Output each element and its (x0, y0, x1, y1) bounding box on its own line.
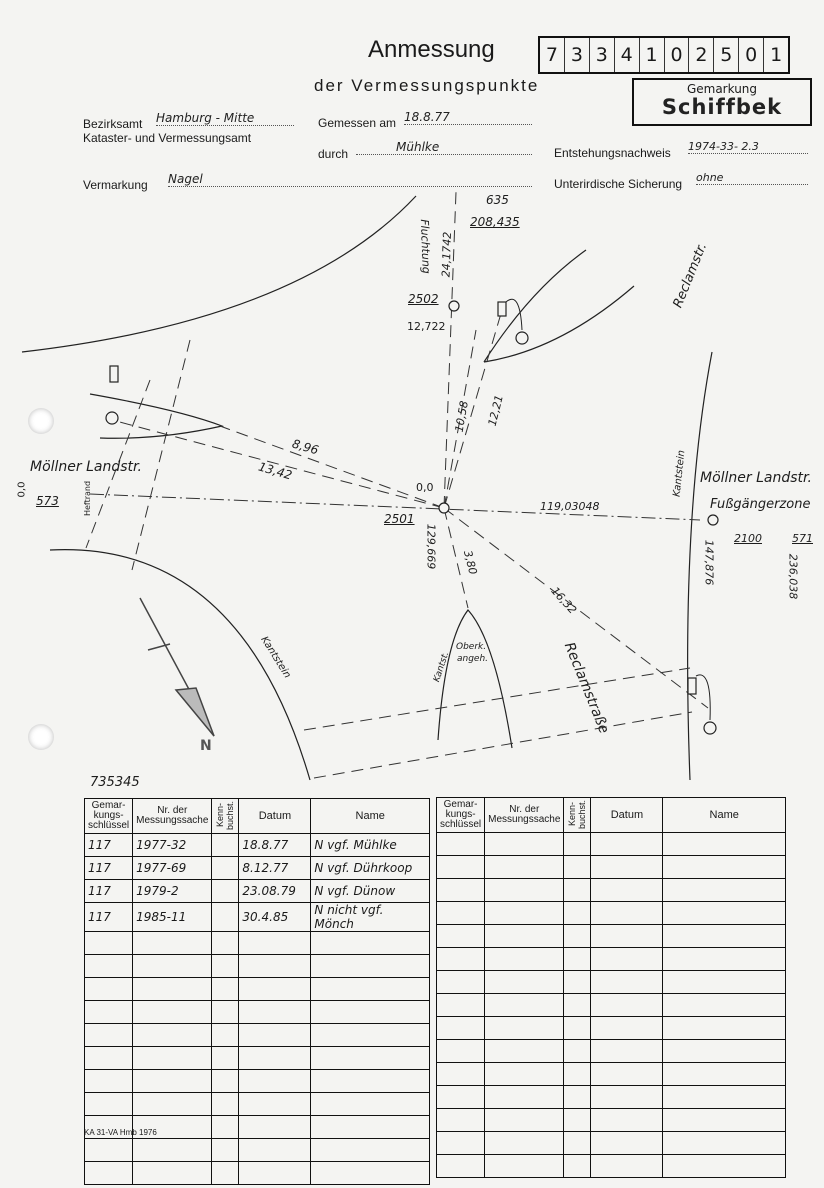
table-cell-empty (564, 1017, 591, 1040)
table-cell-empty (133, 1024, 212, 1047)
table-row (85, 903, 430, 932)
marker-box (688, 678, 696, 694)
table-cell-empty (239, 1116, 311, 1139)
table-cell-empty (437, 1109, 485, 1132)
table-cell-empty (239, 1047, 311, 1070)
table-cell-empty (591, 1109, 663, 1132)
table-cell-empty (85, 1162, 133, 1185)
table-cell-empty (564, 1109, 591, 1132)
table-row (437, 1109, 786, 1132)
distance-value: 0,0 (416, 481, 434, 494)
point-635-label: 635 (486, 193, 509, 207)
form-code: KA 31-VA Hmb 1976 (84, 1128, 157, 1137)
cell-gemarkung: 117 (85, 880, 133, 903)
oberk-label: Oberk. (456, 642, 487, 652)
cell-name: N nicht vgf. Mönch (311, 903, 430, 932)
table-cell-empty (663, 1063, 786, 1086)
table-cell-empty (239, 955, 311, 978)
distance-value: 119,03048 (540, 500, 600, 513)
table-cell-empty (437, 856, 485, 879)
col-header-datum: Datum (239, 799, 311, 834)
table-empty-rows (437, 833, 786, 1178)
table-cell-empty (212, 932, 239, 955)
table-cell-empty (212, 1024, 239, 1047)
table-row (437, 1040, 786, 1063)
table-row (85, 1070, 430, 1093)
table-cell-empty (311, 1116, 430, 1139)
table-cell-empty (564, 879, 591, 902)
point-2100-marker (708, 515, 718, 525)
table-cell-empty (564, 833, 591, 856)
id-digit: 5 (714, 38, 739, 72)
table-row (85, 932, 430, 955)
table-cell-empty (311, 955, 430, 978)
table-cell-empty (437, 1086, 485, 1109)
table-row (85, 1162, 430, 1185)
table-cell-empty (212, 1139, 239, 1162)
table-cell-empty (564, 971, 591, 994)
table-cell-empty (133, 978, 212, 1001)
table-cell-empty (239, 978, 311, 1001)
cell-name: N vgf. Dünow (311, 880, 430, 903)
table-cell-empty (311, 1093, 430, 1116)
survey-sketch (0, 190, 824, 790)
distance-value: 24,1742 (439, 231, 455, 278)
table-cell-empty (437, 925, 485, 948)
cell-datum: 23.08.79 (239, 880, 311, 903)
table-cell-empty (564, 925, 591, 948)
table-row (437, 1132, 786, 1155)
point-571-label: 571 (792, 532, 813, 545)
id-digit: 1 (770, 44, 783, 66)
table-row (85, 1139, 430, 1162)
table-row (437, 925, 786, 948)
table-cell-empty (133, 1139, 212, 1162)
table-cell-empty (212, 1001, 239, 1024)
cell-datum: 30.4.85 (239, 903, 311, 932)
id-digit: 3 (565, 38, 590, 72)
table-row (85, 1024, 430, 1047)
table-cell-empty (239, 1024, 311, 1047)
table-cell-empty (591, 1017, 663, 1040)
measurement-table-right (436, 797, 786, 1178)
vermarkung-value: Nagel (168, 172, 532, 187)
measure-line (314, 712, 692, 778)
table-cell-empty (85, 1001, 133, 1024)
table-row (437, 856, 786, 879)
table-cell-empty (564, 948, 591, 971)
table-cell-empty (85, 955, 133, 978)
table-cell-empty (85, 1070, 133, 1093)
page-subtitle: der Vermessungspunkte (314, 76, 540, 95)
table-cell-empty (564, 1040, 591, 1063)
table-cell-empty (311, 1024, 430, 1047)
table-cell-empty (564, 994, 591, 1017)
unterirdisch-value: ohne (696, 171, 808, 185)
table-cell-empty (663, 994, 786, 1017)
table-cell-empty (85, 1024, 133, 1047)
table-cell-empty (485, 833, 564, 856)
table-row (85, 1047, 430, 1070)
fluchtung-label: Fluchtung (417, 218, 433, 275)
cell-gemarkung: 117 (85, 903, 133, 932)
id-digit: 1 (640, 38, 665, 72)
table-row (437, 1155, 786, 1178)
table-row (85, 857, 430, 880)
table-cell-empty (437, 948, 485, 971)
entstehung-label: Entstehungsnachweis (554, 146, 671, 160)
table-cell-empty (564, 1132, 591, 1155)
table-cell-empty (437, 879, 485, 902)
table-cell-empty (212, 1070, 239, 1093)
table-cell-empty (663, 1040, 786, 1063)
point-marker (704, 722, 716, 734)
table-cell-empty (663, 971, 786, 994)
table-cell-empty (485, 1086, 564, 1109)
id-digit: 2 (689, 38, 714, 72)
table-row (437, 1086, 786, 1109)
table-cell-empty (239, 1162, 311, 1185)
table-cell-empty (85, 1139, 133, 1162)
table-row (437, 902, 786, 925)
id-digit: 3 (590, 38, 615, 72)
table-cell-empty (437, 1040, 485, 1063)
table-row (437, 971, 786, 994)
cell-gemarkung: 117 (85, 834, 133, 857)
col-header-datum: Datum (591, 798, 663, 833)
table-row (85, 1001, 430, 1024)
cell-name: N vgf. Dührkoop (311, 857, 430, 880)
point-2501-label: 2501 (384, 512, 415, 526)
point-number-box (538, 36, 790, 74)
street-label-reclamstrasse: Reclamstraße (560, 640, 612, 736)
table-cell-empty (564, 1155, 591, 1178)
table-cell-empty (311, 1070, 430, 1093)
point-2502-label: 2502 (408, 292, 439, 306)
table-row (437, 1063, 786, 1086)
kantstein-label: Kantstein (671, 449, 688, 498)
table-cell-empty (212, 1116, 239, 1139)
marker-box (110, 366, 118, 382)
table-cell-empty (437, 1155, 485, 1178)
table-cell-empty (437, 833, 485, 856)
table-cell-empty (591, 879, 663, 902)
gemarkung-box (632, 78, 812, 126)
table-cell-empty (485, 1040, 564, 1063)
table-cell-empty (591, 971, 663, 994)
bezirksamt-label: Bezirksamt (83, 117, 143, 131)
table-row (437, 879, 786, 902)
table-cell-empty (591, 1086, 663, 1109)
durch-value: Mühlke (356, 140, 532, 155)
table-cell-empty (212, 955, 239, 978)
measure-line (220, 426, 444, 508)
table-cell-empty (591, 833, 663, 856)
table-cell-empty (485, 948, 564, 971)
table-cell-empty (485, 856, 564, 879)
table-cell-empty (564, 902, 591, 925)
table-cell-empty (311, 1047, 430, 1070)
curb-line (50, 550, 310, 780)
cell-kennbuchst (212, 834, 239, 857)
cell-datum: 8.12.77 (239, 857, 311, 880)
table-cell-empty (591, 902, 663, 925)
table-cell-empty (133, 1093, 212, 1116)
heftrand-label: Heftrand (83, 480, 93, 517)
table-cell-empty (663, 833, 786, 856)
angeh-label: angeh. (457, 654, 489, 664)
table-cell-empty (485, 971, 564, 994)
table-cell-empty (437, 994, 485, 1017)
col-header-kennbuchst: Kenn-buchst. (564, 798, 591, 833)
point-2501-marker (439, 503, 449, 513)
table-cell-empty (564, 856, 591, 879)
distance-value: 16,32 (548, 584, 580, 617)
table-cell-empty (591, 1132, 663, 1155)
table-cell-empty (133, 1070, 212, 1093)
table-cell-empty (133, 1001, 212, 1024)
id-digit: 0 (739, 38, 764, 72)
table-row (85, 880, 430, 903)
marker-box (498, 302, 506, 316)
reference-number: 735345 (90, 775, 140, 790)
north-label: N (200, 738, 212, 754)
table-cell-empty (437, 971, 485, 994)
id-digit: 4 (615, 38, 640, 72)
table-cell-empty (564, 1086, 591, 1109)
gemarkung-value: Schiffbek (661, 95, 783, 119)
table-cell-empty (663, 1017, 786, 1040)
table-cell-empty (311, 1162, 430, 1185)
table-cell-empty (591, 925, 663, 948)
table-cell-empty (239, 932, 311, 955)
table-cell-empty (437, 1063, 485, 1086)
coord-value: 147,876 (702, 539, 716, 586)
table-row (437, 833, 786, 856)
kantstein-label: Kantstein (258, 634, 293, 681)
table-cell-empty (591, 948, 663, 971)
cell-messungssache: 1985-11 (133, 903, 212, 932)
coord-value: 12,722 (407, 320, 446, 333)
point-2100-label: 2100 (734, 532, 762, 545)
table-row (437, 948, 786, 971)
distance-value: 12,21 (485, 393, 506, 428)
table-row (437, 994, 786, 1017)
table-cell-empty (591, 1155, 663, 1178)
table-cell-empty (485, 1155, 564, 1178)
distance-value: 10,58 (452, 399, 471, 434)
col-header-messungssache: Nr. der Messungssache (485, 798, 564, 833)
id-digit: 7 (540, 38, 565, 72)
id-digit: 0 (665, 38, 690, 72)
gemarkung-label: Gemarkung (686, 82, 758, 96)
cell-kennbuchst (212, 903, 239, 932)
table-cell-empty (591, 856, 663, 879)
table-cell-empty (591, 1040, 663, 1063)
table-cell-empty (591, 1063, 663, 1086)
table-cell-empty (485, 1017, 564, 1040)
entstehung-value: 1974-33- 2.3 (688, 140, 808, 154)
table-cell-empty (85, 1047, 133, 1070)
table-cell-empty (85, 978, 133, 1001)
table-row (85, 1093, 430, 1116)
table-cell-empty (663, 1132, 786, 1155)
island-outline (438, 610, 512, 748)
table-empty-rows (85, 932, 430, 1185)
col-header-messungssache: Nr. der Messungssache (133, 799, 212, 834)
table-cell-empty (485, 1109, 564, 1132)
measurement-table-left (84, 798, 430, 1185)
coord-value: 208,435 (470, 215, 520, 229)
cell-messungssache: 1979-2 (133, 880, 212, 903)
table-cell-empty (485, 902, 564, 925)
cell-kennbuchst (212, 880, 239, 903)
distance-value: 3,80 (460, 549, 480, 576)
coord-value: 236,038 (786, 553, 800, 600)
table-cell-empty (133, 932, 212, 955)
table-cell-empty (437, 1132, 485, 1155)
col-header-gemarkung: Gemar-kungs-schlüssel (85, 799, 133, 834)
gemessen-value: 18.8.77 (404, 110, 532, 125)
measure-line (132, 340, 190, 570)
street-label-right: Möllner Landstr. (700, 470, 812, 486)
table-row (85, 834, 430, 857)
table-cell-empty (663, 1155, 786, 1178)
bezirksamt-value: Hamburg - Mitte (156, 111, 294, 126)
durch-label: durch (318, 147, 349, 161)
distance-value: 0,0 (16, 481, 28, 498)
point-marker (516, 332, 528, 344)
col-header-gemarkung: Gemar-kungs-schlüssel (437, 798, 485, 833)
page-title: Anmessung (368, 36, 495, 63)
cell-kennbuchst (212, 857, 239, 880)
col-header-kennbuchst: Kenn-buchst. (212, 799, 239, 834)
table-cell-empty (663, 879, 786, 902)
table-cell-empty (212, 1047, 239, 1070)
table-cell-empty (591, 994, 663, 1017)
table-cell-empty (239, 1139, 311, 1162)
table-cell-empty (564, 1063, 591, 1086)
table-cell-empty (311, 1001, 430, 1024)
table-cell-empty (485, 1063, 564, 1086)
cell-messungssache: 1977-32 (133, 834, 212, 857)
cell-messungssache: 1977-69 (133, 857, 212, 880)
curb-line (22, 196, 416, 352)
table-cell-empty (239, 1070, 311, 1093)
pedestrian-zone-label: Fußgängerzone (710, 497, 811, 512)
north-arrow (140, 598, 214, 736)
distance-value: 13,42 (256, 459, 294, 483)
coord-value: 129,669 (424, 523, 438, 570)
table-cell-empty (437, 902, 485, 925)
table-cell-empty (212, 978, 239, 1001)
table-cell-empty (485, 994, 564, 1017)
table-cell-empty (485, 879, 564, 902)
table-cell-empty (133, 955, 212, 978)
table-cell-empty (311, 1139, 430, 1162)
point-marker (106, 412, 118, 424)
gemessen-label: Gemessen am (318, 116, 397, 130)
table-cell-empty (212, 1093, 239, 1116)
table-cell-empty (663, 856, 786, 879)
table-cell-empty (663, 902, 786, 925)
table-cell-empty (663, 1086, 786, 1109)
table-cell-empty (663, 948, 786, 971)
table-cell-empty (85, 1093, 133, 1116)
table-cell-empty (133, 1047, 212, 1070)
cell-datum: 18.8.77 (239, 834, 311, 857)
table-cell-empty (485, 925, 564, 948)
table-cell-empty (663, 1109, 786, 1132)
col-header-name: Name (663, 798, 786, 833)
table-row (85, 978, 430, 1001)
street-label-reclam: Reclamstr. (670, 240, 711, 311)
distance-value: 8,96 (290, 436, 321, 458)
table-cell-empty (663, 925, 786, 948)
table-cell-empty (437, 1017, 485, 1040)
street-label-left: Möllner Landstr. (30, 459, 142, 475)
table-cell-empty (311, 932, 430, 955)
table-cell-empty (485, 1132, 564, 1155)
table-header-row (437, 798, 786, 833)
vermarkung-label: Vermarkung (83, 178, 148, 192)
island-outline (484, 286, 634, 362)
point-2502-marker (449, 301, 459, 311)
cell-name: N vgf. Mühlke (311, 834, 430, 857)
table-row (437, 1017, 786, 1040)
measure-line (304, 668, 690, 730)
table-cell-empty (133, 1162, 212, 1185)
table-cell-empty (311, 978, 430, 1001)
cell-gemarkung: 117 (85, 857, 133, 880)
kataster-label: Kataster- und Vermessungsamt (83, 131, 252, 145)
table-cell-empty (239, 1093, 311, 1116)
table-cell-empty (239, 1001, 311, 1024)
col-header-name: Name (311, 799, 430, 834)
table-row (85, 955, 430, 978)
table-cell-empty (85, 932, 133, 955)
table-cell-empty (212, 1162, 239, 1185)
point-573-label: 573 (36, 494, 59, 508)
table-header-row (85, 799, 430, 834)
unterirdisch-label: Unterirdische Sicherung (554, 177, 683, 191)
kantst-label: Kantst. (432, 650, 452, 684)
